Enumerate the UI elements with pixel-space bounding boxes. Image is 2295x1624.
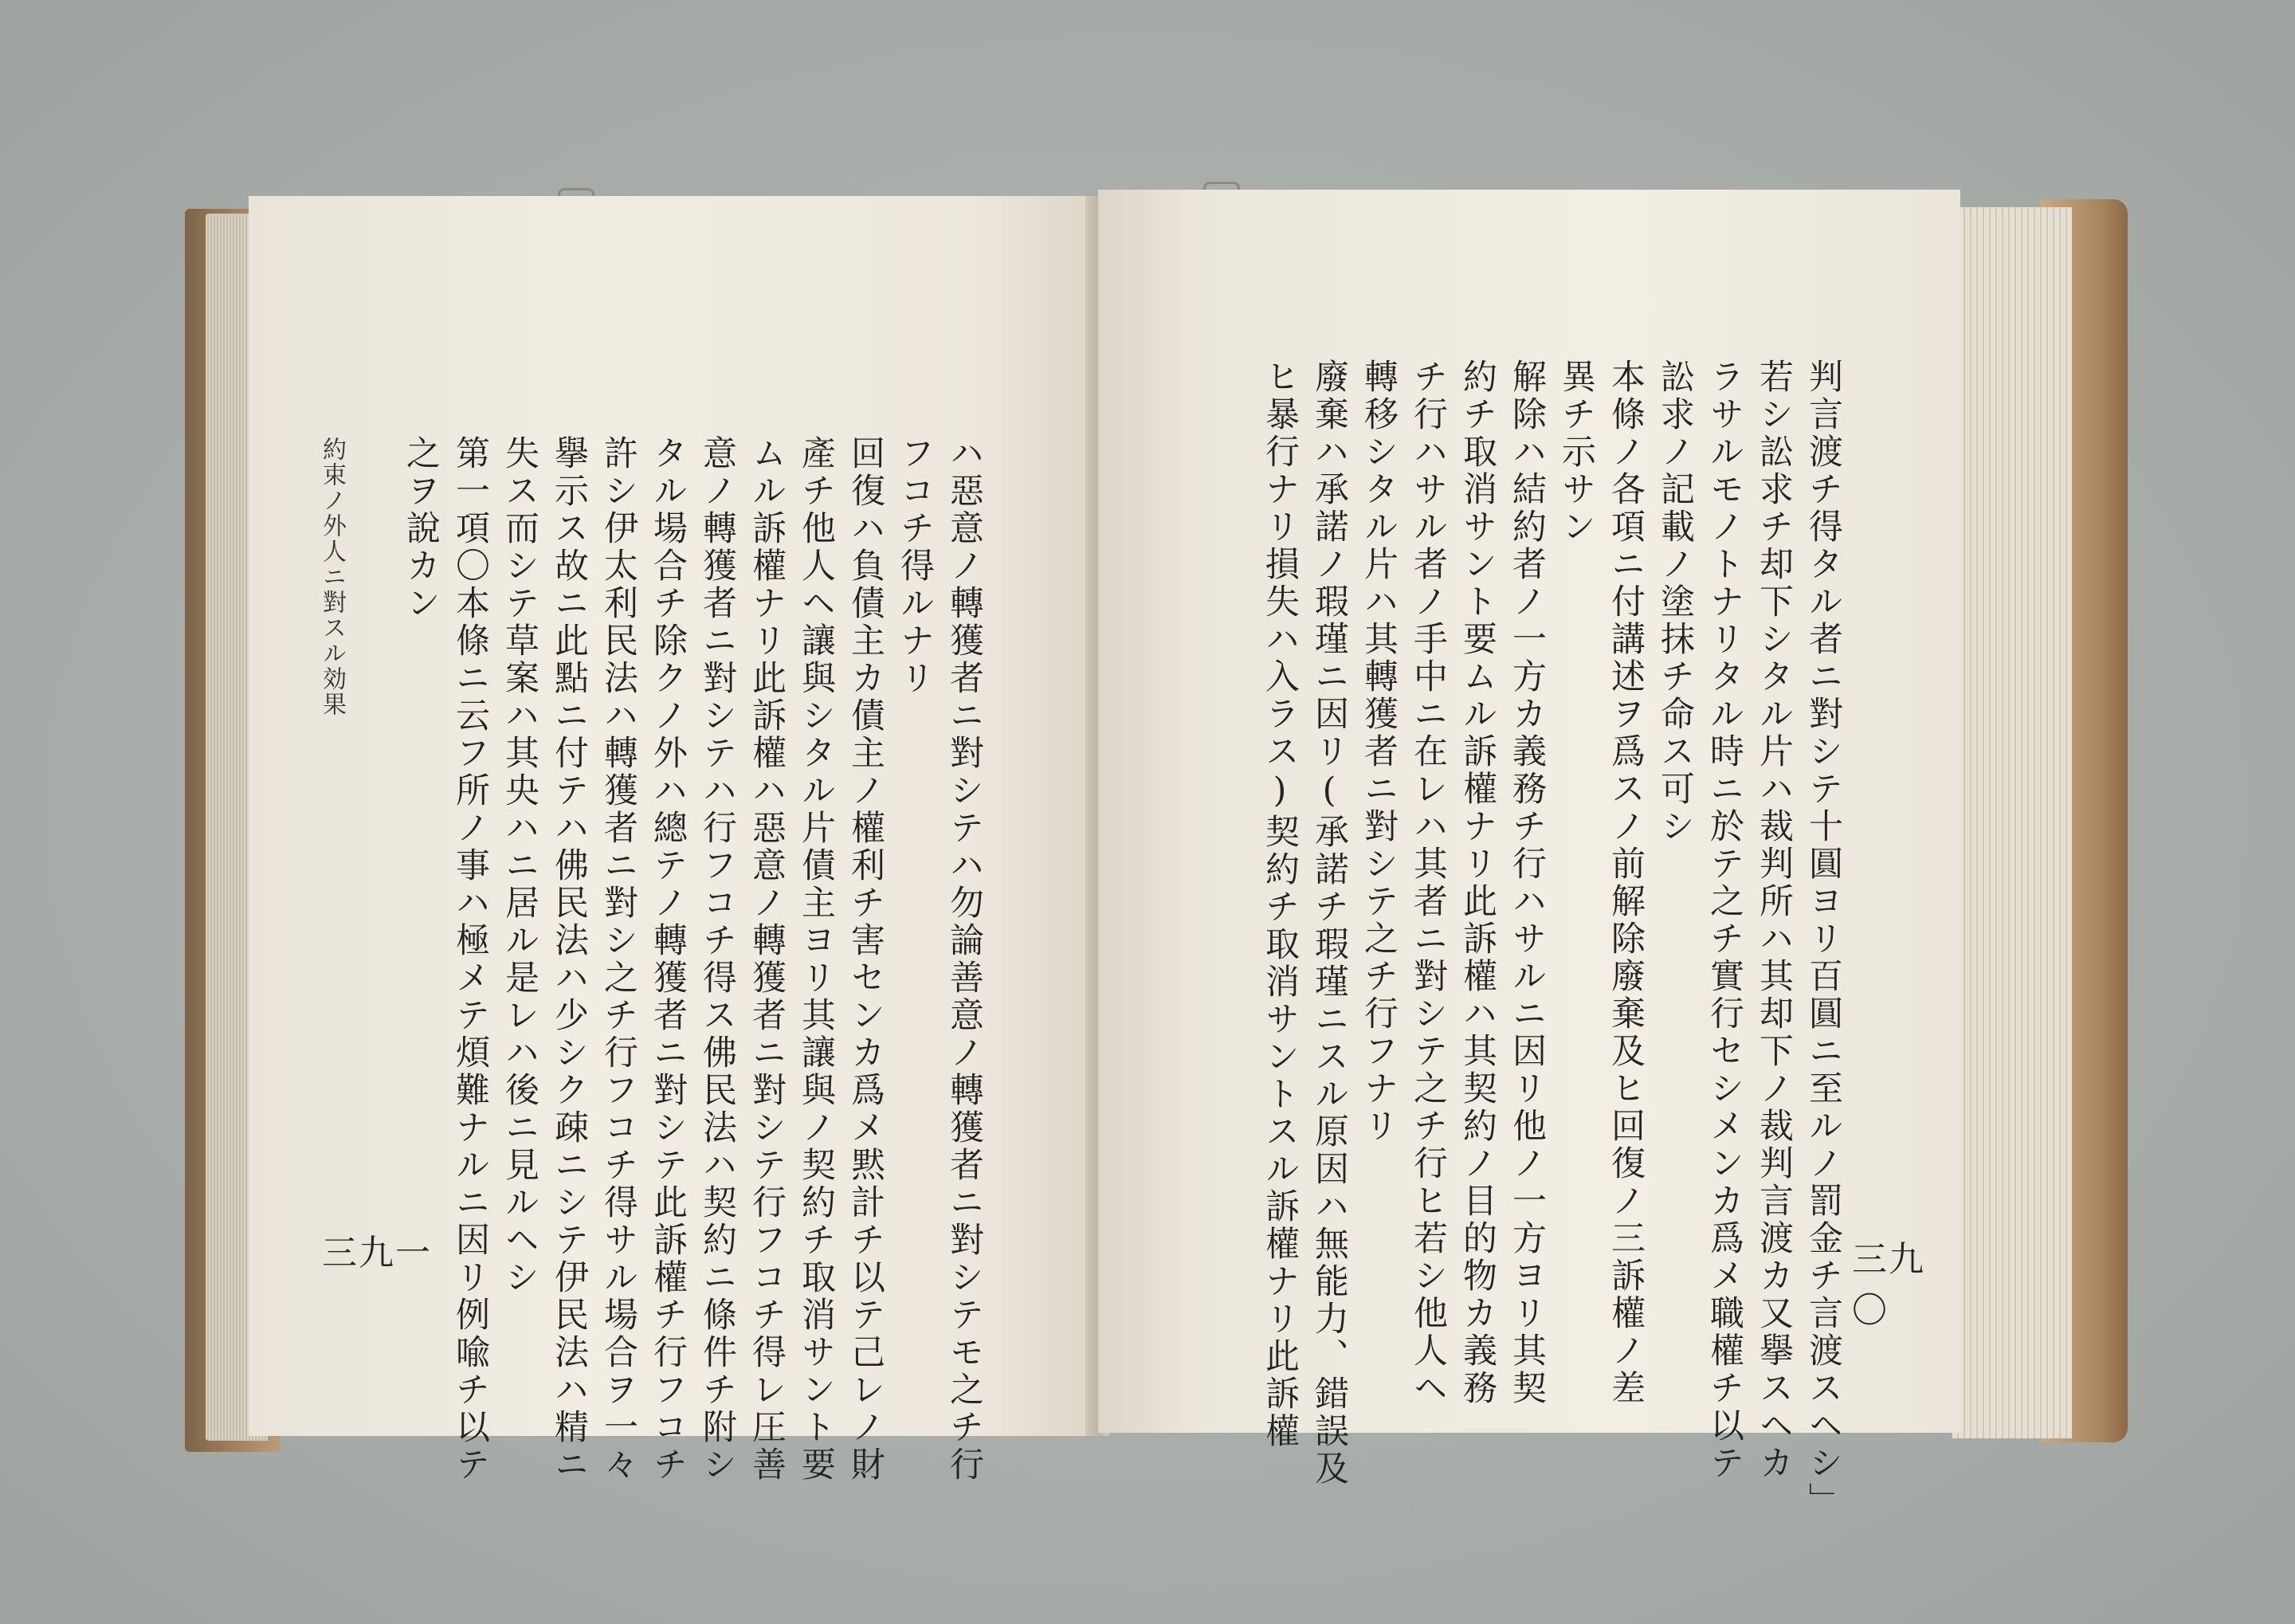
text-column: ムル訴權ナリ此訴權ハ惡意ノ轉獲者ニ對シテ行フコチ得レ圧善 [747,435,787,1484]
text-column: 產チ他人ヘ讓與シタル片債主ヨリ其讓與ノ契約チ取消サント要 [796,435,836,1484]
left-page [249,196,1095,1484]
text-column: 約チ取消サント要ムル訴權ナリ此訴權ハ其契約ノ目的物カ義務 [1457,359,1497,1407]
page-number: 三九一 [322,1233,432,1273]
page-number: 三九〇 [1852,1239,1925,1331]
text-column: 回復ハ負債主カ債主ノ權利チ害センカ爲メ黙計チ以テ己レノ財 [845,435,885,1484]
text-column: ハ惡意ノ轉獲者ニ對シテハ勿論善意ノ轉獲者ニ對シテモ之チ行 [944,435,984,1484]
text-column: 解除ハ結約者ノ一方カ義務チ行ハサルニ因リ他ノ一方ヨリ其契 [1507,359,1547,1407]
text-column: 第一項〇本條ニ云フ所ノ事ハ極メテ煩難ナルニ因リ例喩チ以テ [450,435,490,1484]
running-head: 約束ノ外人ニ對スル効果 [318,437,346,717]
text-column: ラサルモノトナリタル時ニ於テ之チ實行セシメンカ爲メ職權チ以テ [1705,359,1744,1482]
text-column: チ行ハサル者ノ手中ニ在レハ其者ニ對シテ之チ行ヒ若シ他人ヘ [1408,359,1448,1407]
text-column: 失ス而シテ草案ハ其央ハニ居ル是レハ後ニ見ルヘシ [500,435,539,1296]
right-page [1098,190,1960,1520]
text-column: タル場合チ除クノ外ハ總テノ轉獲者ニ對シテ此訴權チ行フコチ [648,435,688,1484]
text-column: 轉移シタル片ハ其轉獲者ニ對シテ之チ行フナリ [1359,359,1399,1145]
text-column: 之ヲ說カン [401,435,441,622]
text-column: フコチ得ルナリ [895,435,935,697]
text-column: 意ノ轉獲者ニ對シテハ行フコチ得ス佛民法ハ契約ニ條件チ附シ [697,435,737,1484]
text-column: 本條ノ各項ニ付講述ヲ爲スノ前解除廢棄及ヒ回復ノ三訴權ノ差 [1606,359,1646,1407]
text-column: 訟求ノ記載ノ塗抹チ命ス可シ [1655,359,1695,845]
text-column: 許シ伊太利民法ハ轉獲者ニ對シ之チ行フコチ得サル場合ヲ一々 [598,435,638,1484]
text-column: 異チ示サン [1556,359,1596,546]
text-column: ヒ暴行ナリ損失ハ入ラス)契約チ取消サントスル訴權ナリ此訴權 [1260,359,1300,1450]
text-column: 廢棄ハ承諾ノ瑕瑾ニ因リ(承諾チ瑕瑾ニスル原因ハ無能力、錯誤及 [1309,359,1349,1488]
text-column: 判言渡チ得タル者ニ對シテ十圓ヨリ百圓ニ至ルノ罰金チ言渡スヘシ」 [1803,359,1843,1520]
page-edges-right [1952,207,2072,1438]
text-column: 若シ訟求チ却下シタル片ハ裁判所ハ其却下ノ裁判言渡カ又擧スヘカ [1754,359,1794,1482]
text-column: 擧示ス故ニ此點ニ付テハ佛民法ハ少シク疎ニシテ伊民法ハ精ニ [549,435,589,1484]
